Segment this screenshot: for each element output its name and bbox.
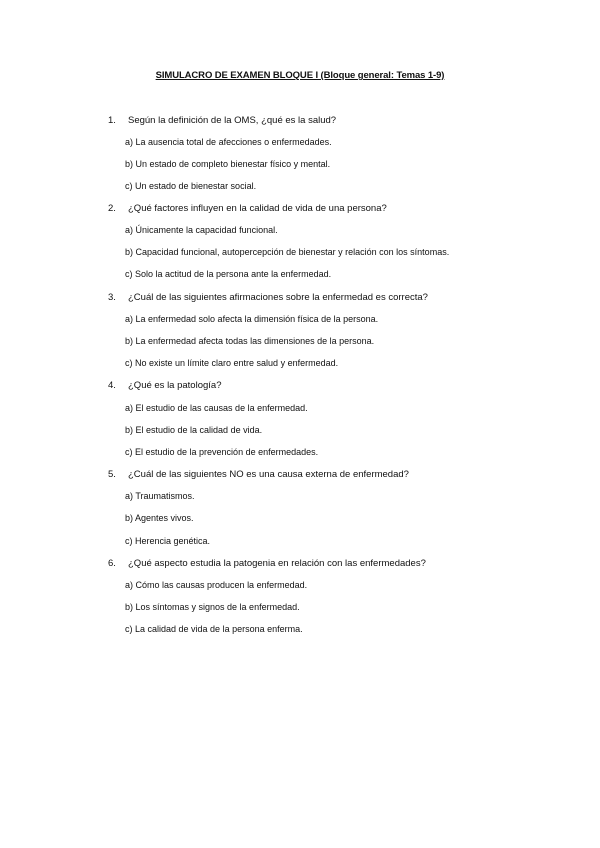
option-2a: a) Únicamente la capacidad funcional. (125, 225, 278, 235)
option-3a: a) La enfermedad solo afecta la dimensión física de la persona. (125, 314, 379, 324)
question-text: ¿Cuál de las siguientes NO es una causa externa de enfermedad? (128, 469, 409, 480)
question-text: Según la definición de la OMS, ¿qué es la salud? (128, 115, 337, 126)
option-3b: b) La enfermedad afecta todas las dimensiones de la persona. (125, 336, 375, 346)
option-4a: a) El estudio de las causas de la enfermedad. (125, 403, 308, 413)
question-4 (108, 380, 221, 391)
question-number: 5. (108, 469, 116, 480)
option-1a: a) La ausencia total de afecciones o enfermedades. (125, 137, 332, 147)
question-number: 1. (108, 115, 116, 126)
question-number: 2. (108, 203, 116, 214)
option-4b: b) El estudio de la calidad de vida. (125, 425, 263, 435)
question-text: ¿Cuál de las siguientes afirmaciones sobre la enfermedad es correcta? (128, 292, 428, 303)
option-6c: c) La calidad de vida de la persona enferma. (125, 624, 303, 634)
option-6b: b) Los síntomas y signos de la enfermedad. (125, 602, 300, 612)
option-6a: a) Cómo las causas producen la enfermedad. (125, 580, 308, 590)
question-2 (108, 203, 387, 214)
option-5c: c) Herencia genética. (125, 536, 211, 546)
question-3 (108, 292, 428, 303)
document-title: SIMULACRO DE EXAMEN BLOQUE I (Bloque general: Temas 1-9) (155, 70, 445, 81)
question-5 (108, 469, 409, 480)
option-5a: a) Traumatismos. (125, 491, 195, 501)
question-number: 6. (108, 558, 116, 569)
question-number: 3. (108, 292, 116, 303)
option-5b: b) Agentes vivos. (125, 513, 194, 523)
option-1b: b) Un estado de completo bienestar físico y mental. (125, 159, 331, 169)
question-6 (108, 558, 426, 569)
question-number: 4. (108, 380, 116, 391)
question-text: ¿Qué aspecto estudia la patogenia en relación con las enfermedades? (128, 558, 426, 569)
option-1c: c) Un estado de bienestar social. (125, 181, 257, 191)
question-text: ¿Qué factores influyen en la calidad de vida de una persona? (128, 203, 387, 214)
option-3c: c) No existe un límite claro entre salud y enfermedad. (125, 358, 339, 368)
question-text: ¿Qué es la patología? (128, 380, 222, 391)
question-1 (108, 115, 336, 126)
option-4c: c) El estudio de la prevención de enfermedades. (125, 447, 319, 457)
option-2c: c) Solo la actitud de la persona ante la enfermedad. (125, 269, 332, 279)
option-2b: b) Capacidad funcional, autopercepción de bienestar y relación con los síntomas. (125, 247, 450, 257)
